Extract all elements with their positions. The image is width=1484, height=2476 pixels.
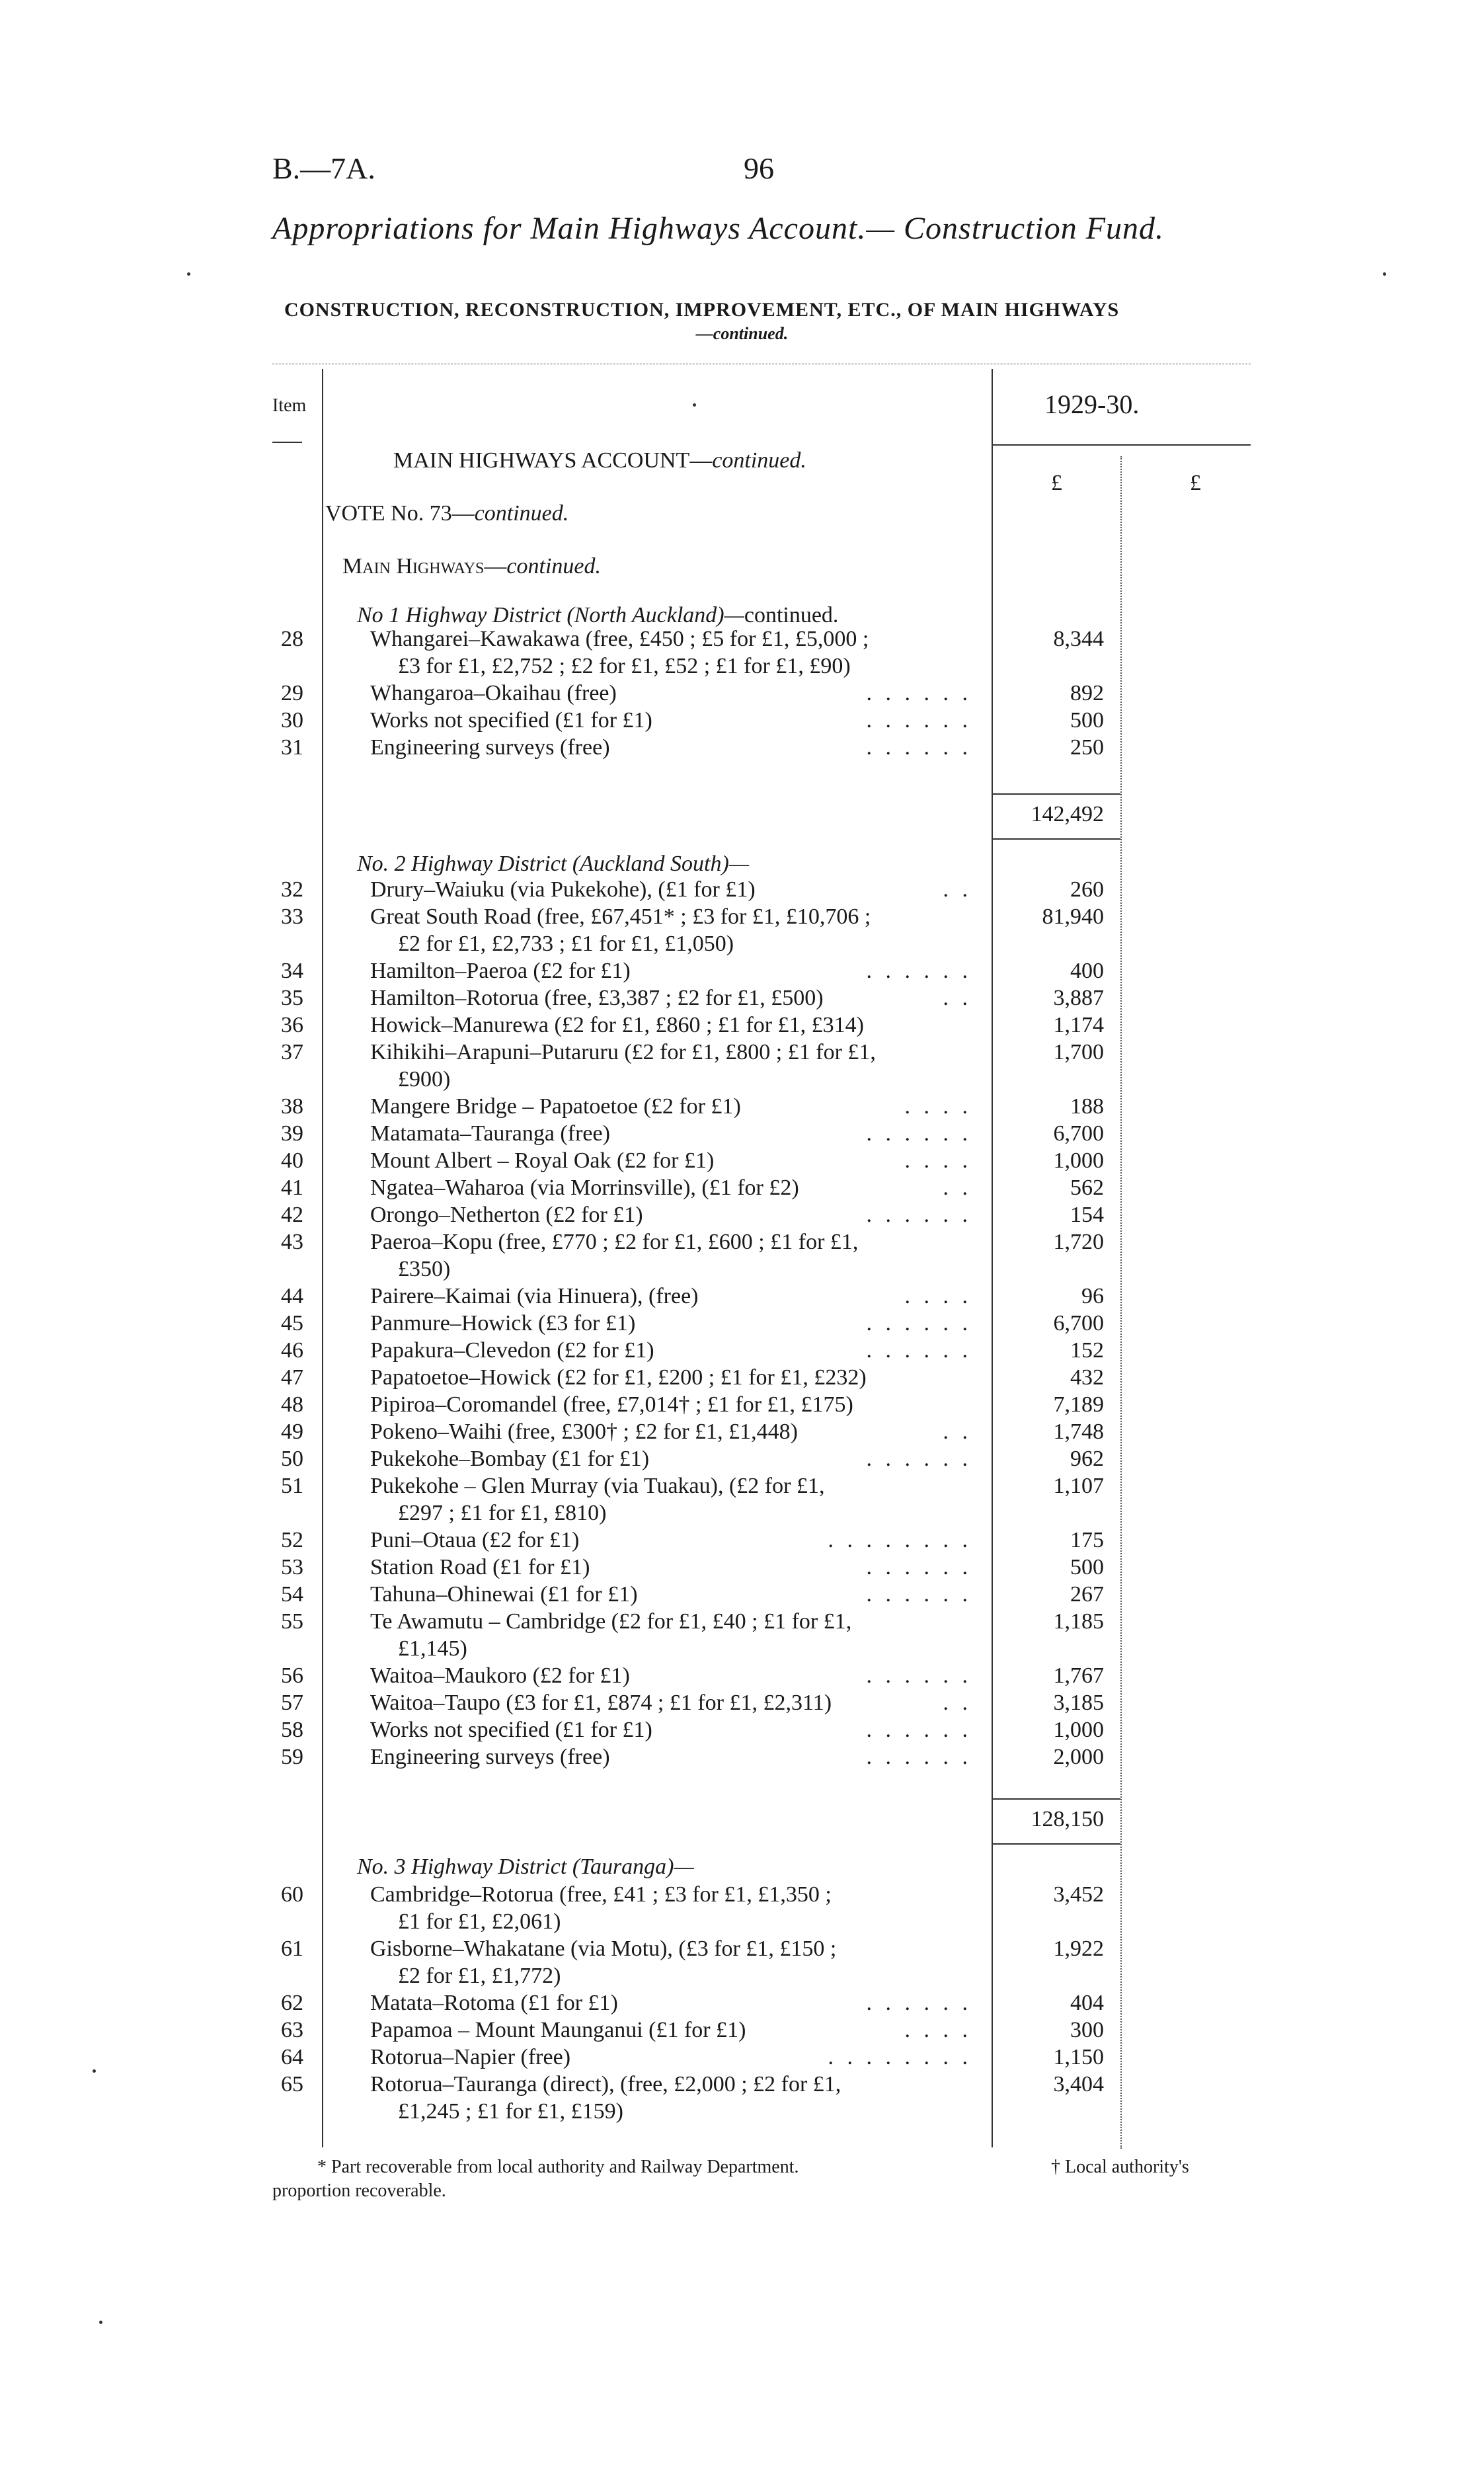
description-line-1: Matamata–Tauranga (free) <box>370 1121 610 1146</box>
item-description <box>370 984 978 1012</box>
leader-dots: . . . . . . <box>866 1447 972 1471</box>
item-column-header: Item <box>272 395 307 416</box>
description-line-1: Works not specified (£1 for £1) <box>370 1718 652 1742</box>
item-number: 64 <box>281 2045 303 2069</box>
item-amount: 175 <box>1070 1528 1104 1552</box>
description-line-1: Engineering surveys (free) <box>370 735 610 760</box>
item-description <box>370 1662 978 1689</box>
description-line-1: Orongo–Netherton (£2 for £1) <box>370 1203 643 1227</box>
item-description <box>370 1093 978 1120</box>
item-amount: 300 <box>1070 2018 1104 2042</box>
year-column-header: 1929-30. <box>1044 389 1140 419</box>
leader-dots: . . . . . . <box>866 1991 972 2015</box>
district-2-total-rule-bottom <box>992 1843 1120 1845</box>
item-number: 61 <box>281 1937 303 1961</box>
item-description <box>370 1174 978 1201</box>
item-number: 62 <box>281 1991 303 2015</box>
item-description <box>370 1228 978 1283</box>
item-amount: 6,700 <box>1053 1121 1104 1146</box>
description-line-2: £2 for £1, £1,772) <box>398 1964 561 1988</box>
item-number: 43 <box>281 1230 303 1254</box>
item-description <box>370 1527 978 1554</box>
item-amount: 3,452 <box>1053 1882 1104 1907</box>
leader-dots: . . . . . . <box>866 1338 972 1363</box>
item-description <box>370 625 978 680</box>
description-line-1: Kihikihi–Arapuni–Putaruru (£2 for £1, £800 ; £1 for £1, <box>370 1040 876 1064</box>
item-number: 31 <box>281 735 303 760</box>
leader-dots: . . <box>943 1176 972 1200</box>
description-line-1: Pukekohe – Glen Murray (via Tuakau), (£2 for £1, <box>370 1474 825 1498</box>
item-number: 52 <box>281 1528 303 1552</box>
description-line-1: Hamilton–Rotorua (free, £3,387 ; £2 for £1, £500) <box>370 986 824 1010</box>
currency-col1: £ <box>1051 471 1062 495</box>
item-number: 58 <box>281 1718 303 1742</box>
footnote-star: * Part recoverable from local authority and Railway Department. <box>317 2157 799 2177</box>
description-line-2: £350) <box>398 1257 451 1281</box>
page-title: Appropriations for Main Highways Account.— Construction Fund. <box>272 211 1165 246</box>
item-amount: 1,700 <box>1053 1040 1104 1064</box>
item-amount: 432 <box>1070 1365 1104 1390</box>
item-description <box>370 2071 978 2125</box>
page-number: 96 <box>744 151 774 185</box>
item-description <box>370 1201 978 1228</box>
item-amount: 400 <box>1070 959 1104 983</box>
report-code: B.—7A. <box>272 151 375 185</box>
leader-dots: . . . . . . . . <box>828 2045 972 2069</box>
currency-col2: £ <box>1190 471 1201 495</box>
leader-dots: . . <box>943 877 972 902</box>
item-number: 40 <box>281 1148 303 1173</box>
footnote-continued: proportion recoverable. <box>272 2180 446 2201</box>
item-number: 49 <box>281 1419 303 1444</box>
item-number: 44 <box>281 1284 303 1308</box>
description-line-2: £1,245 ; £1 for £1, £159) <box>398 2099 623 2124</box>
district-1-title: No 1 Highway District (North Auckland)—continued. <box>357 603 839 627</box>
item-amount: 154 <box>1070 1203 1104 1227</box>
item-number: 45 <box>281 1311 303 1336</box>
scan-speck <box>93 2069 96 2073</box>
description-line-2: £297 ; £1 for £1, £810) <box>398 1501 607 1525</box>
item-amount: 1,107 <box>1053 1474 1104 1498</box>
item-description <box>370 1012 978 1039</box>
item-description <box>370 1391 978 1418</box>
item-amount: 188 <box>1070 1094 1104 1119</box>
item-number: 56 <box>281 1663 303 1688</box>
main-highways-heading: Main Highways—continued. <box>342 554 601 579</box>
description-line-1: Pukekohe–Bombay (£1 for £1) <box>370 1447 650 1471</box>
item-amount: 500 <box>1070 1555 1104 1579</box>
description-line-1: Rotorua–Napier (free) <box>370 2045 571 2069</box>
footnote-dagger: † Local authority's <box>1051 2157 1189 2177</box>
district-1-total-rule-bottom <box>992 838 1120 840</box>
item-number: 41 <box>281 1176 303 1200</box>
item-description <box>370 1418 978 1445</box>
item-number: 63 <box>281 2018 303 2042</box>
item-description <box>370 1989 978 2017</box>
leader-dots: . . . . . . <box>866 959 972 983</box>
description-line-1: Ngatea–Waharoa (via Morrinsville), (£1 for £2) <box>370 1176 799 1200</box>
scan-speck <box>693 403 696 407</box>
item-number: 32 <box>281 877 303 902</box>
description-line-1: Station Road (£1 for £1) <box>370 1555 590 1579</box>
item-amount: 260 <box>1070 877 1104 902</box>
item-column-rule <box>322 369 323 2147</box>
scan-speck <box>99 2321 102 2324</box>
amount-dotted-rule <box>1120 456 1122 2149</box>
description-line-1: Pipiroa–Coromandel (free, £7,014† ; £1 for £1, £175) <box>370 1392 853 1417</box>
item-number: 54 <box>281 1582 303 1607</box>
item-amount: 962 <box>1070 1447 1104 1471</box>
item-description <box>370 707 978 734</box>
description-line-1: Puni–Otaua (£2 for £1) <box>370 1528 580 1552</box>
description-line-1: Rotorua–Tauranga (direct), (free, £2,000 ; £2 for £1, <box>370 2072 841 2097</box>
item-description <box>370 1581 978 1608</box>
district-1-total-rule <box>992 793 1120 795</box>
leader-dots: . . <box>943 986 972 1010</box>
item-description <box>370 1472 978 1527</box>
leader-dots: . . <box>943 1419 972 1444</box>
item-number: 47 <box>281 1365 303 1390</box>
item-amount: 892 <box>1070 681 1104 705</box>
item-amount: 404 <box>1070 1991 1104 2015</box>
item-header-rule <box>272 442 302 443</box>
item-description <box>370 1337 978 1364</box>
item-amount: 6,700 <box>1053 1311 1104 1336</box>
item-number: 29 <box>281 681 303 705</box>
item-amount: 1,720 <box>1053 1230 1104 1254</box>
item-number: 39 <box>281 1121 303 1146</box>
item-amount: 96 <box>1081 1284 1104 1308</box>
leader-dots: . . <box>943 1691 972 1715</box>
item-description <box>370 903 978 957</box>
leader-dots: . . . . <box>904 2018 972 2042</box>
item-amount: 3,185 <box>1053 1691 1104 1715</box>
item-description <box>370 1608 978 1662</box>
description-line-1: Tahuna–Ohinewai (£1 for £1) <box>370 1582 638 1607</box>
item-amount: 1,174 <box>1053 1013 1104 1037</box>
item-amount: 7,189 <box>1053 1392 1104 1417</box>
item-number: 46 <box>281 1338 303 1363</box>
item-amount: 1,185 <box>1053 1609 1104 1634</box>
item-description <box>370 680 978 707</box>
description-line-1: Papamoa – Mount Maunganui (£1 for £1) <box>370 2018 746 2042</box>
leader-dots: . . . . . . <box>866 1718 972 1742</box>
item-description <box>370 1689 978 1716</box>
description-line-1: Drury–Waiuku (via Pukekohe), (£1 for £1) <box>370 877 756 902</box>
item-number: 57 <box>281 1691 303 1715</box>
item-amount: 267 <box>1070 1582 1104 1607</box>
item-number: 30 <box>281 708 303 733</box>
description-line-1: Paeroa–Kopu (free, £770 ; £2 for £1, £600 ; £1 for £1, <box>370 1230 859 1254</box>
item-number: 42 <box>281 1203 303 1227</box>
district-2-total: 128,150 <box>1031 1807 1104 1831</box>
item-description <box>370 2017 978 2044</box>
description-line-1: Waitoa–Maukoro (£2 for £1) <box>370 1663 630 1688</box>
description-line-1: Howick–Manurewa (£2 for £1, £860 ; £1 for £1, £314) <box>370 1013 864 1037</box>
description-line-1: Works not specified (£1 for £1) <box>370 708 652 733</box>
leader-dots: . . . . . . <box>866 708 972 733</box>
item-number: 53 <box>281 1555 303 1579</box>
item-number: 48 <box>281 1392 303 1417</box>
district-1-total: 142,492 <box>1031 802 1104 826</box>
leader-dots: . . . . . . <box>866 1555 972 1579</box>
description-line-1: Cambridge–Rotorua (free, £41 ; £3 for £1, £1,350 ; <box>370 1882 832 1907</box>
item-amount: 2,000 <box>1053 1745 1104 1769</box>
item-amount: 1,748 <box>1053 1419 1104 1444</box>
leader-dots: . . . . . . <box>866 1311 972 1336</box>
item-description <box>370 876 978 903</box>
leader-dots: . . . . <box>904 1284 972 1308</box>
leader-dots: . . . . . . . . <box>828 1528 972 1552</box>
leader-dots: . . . . . . <box>866 1663 972 1688</box>
item-number: 59 <box>281 1745 303 1769</box>
district-2-total-rule <box>992 1798 1120 1800</box>
item-description <box>370 1881 978 1935</box>
description-line-2: £1,145) <box>398 1636 467 1661</box>
item-amount: 1,000 <box>1053 1718 1104 1742</box>
item-amount: 3,887 <box>1053 986 1104 1010</box>
item-number: 55 <box>281 1609 303 1634</box>
item-number: 65 <box>281 2072 303 2097</box>
description-line-1: Whangaroa–Okaihau (free) <box>370 681 617 705</box>
item-amount: 152 <box>1070 1338 1104 1363</box>
year-header-rule <box>992 444 1251 446</box>
item-amount: 250 <box>1070 735 1104 760</box>
leader-dots: . . . . <box>904 1148 972 1173</box>
item-description <box>370 2044 978 2071</box>
item-description <box>370 734 978 761</box>
vote-heading: VOTE No. 73—continued. <box>325 501 569 526</box>
description-line-1: Engineering surveys (free) <box>370 1745 610 1769</box>
description-line-2: £1 for £1, £2,061) <box>398 1909 561 1934</box>
description-line-1: Papakura–Clevedon (£2 for £1) <box>370 1338 654 1363</box>
leader-dots: . . . . . . <box>866 1121 972 1146</box>
item-description <box>370 1147 978 1174</box>
description-line-1: Pairere–Kaimai (via Hinuera), (free) <box>370 1284 699 1308</box>
item-description <box>370 1554 978 1581</box>
description-line-1: Hamilton–Paeroa (£2 for £1) <box>370 959 631 983</box>
description-line-1: Te Awamutu – Cambridge (£2 for £1, £40 ; £1 for £1, <box>370 1609 852 1634</box>
item-amount: 8,344 <box>1053 627 1104 651</box>
leader-dots: . . . . <box>904 1094 972 1119</box>
item-number: 34 <box>281 959 303 983</box>
item-description <box>370 1039 978 1093</box>
section-heading: CONSTRUCTION, RECONSTRUCTION, IMPROVEMENT, ETC., OF MAIN HIGHWAYS <box>284 299 1120 321</box>
description-line-1: Whangarei–Kawakawa (free, £450 ; £5 for £1, £5,000 ; <box>370 627 869 651</box>
item-amount: 81,940 <box>1042 904 1104 929</box>
description-line-1: Panmure–Howick (£3 for £1) <box>370 1311 636 1336</box>
item-number: 38 <box>281 1094 303 1119</box>
description-line-2: £3 for £1, £2,752 ; £2 for £1, £52 ; £1 for £1, £90) <box>398 654 851 678</box>
description-line-1: Gisborne–Whakatane (via Motu), (£3 for £1, £150 ; <box>370 1937 837 1961</box>
item-description <box>370 1445 978 1472</box>
account-heading: MAIN HIGHWAYS ACCOUNT—continued. <box>393 448 806 473</box>
description-line-1: Great South Road (free, £67,451* ; £3 for £1, £10,706 ; <box>370 904 871 929</box>
item-amount: 1,000 <box>1053 1148 1104 1173</box>
section-continued: —continued. <box>695 324 789 343</box>
description-line-1: Matata–Rotoma (£1 for £1) <box>370 1991 618 2015</box>
scan-speck <box>187 272 190 276</box>
item-description <box>370 1364 978 1391</box>
item-number: 33 <box>281 904 303 929</box>
item-number: 36 <box>281 1013 303 1037</box>
description-line-2: £900) <box>398 1067 451 1092</box>
item-description <box>370 1310 978 1337</box>
item-number: 60 <box>281 1882 303 1907</box>
item-description <box>370 957 978 984</box>
item-amount: 1,922 <box>1053 1937 1104 1961</box>
leader-dots: . . . . . . <box>866 1203 972 1227</box>
item-amount: 3,404 <box>1053 2072 1104 2097</box>
leader-dots: . . . . . . <box>866 1745 972 1769</box>
item-description <box>370 1743 978 1771</box>
description-line-1: Papatoetoe–Howick (£2 for £1, £200 ; £1 for £1, £232) <box>370 1365 867 1390</box>
item-number: 50 <box>281 1447 303 1471</box>
item-amount: 562 <box>1070 1176 1104 1200</box>
item-number: 35 <box>281 986 303 1010</box>
description-line-1: Mount Albert – Royal Oak (£2 for £1) <box>370 1148 715 1173</box>
item-amount: 500 <box>1070 708 1104 733</box>
scan-speck <box>1383 272 1386 276</box>
district-2-title: No. 2 Highway District (Auckland South)— <box>357 852 750 876</box>
item-number: 28 <box>281 627 303 651</box>
leader-dots: . . . . . . <box>866 735 972 760</box>
leader-dots: . . . . . . <box>866 681 972 705</box>
district-3-title: No. 3 Highway District (Tauranga)— <box>357 1855 694 1879</box>
item-description <box>370 1120 978 1147</box>
leader-dots: . . . . . . <box>866 1582 972 1607</box>
item-number: 37 <box>281 1040 303 1064</box>
item-description <box>370 1935 978 1989</box>
item-amount: 1,150 <box>1053 2045 1104 2069</box>
description-line-1: Pokeno–Waihi (free, £300† ; £2 for £1, £1,448) <box>370 1419 798 1444</box>
description-line-2: £2 for £1, £2,733 ; £1 for £1, £1,050) <box>398 932 734 956</box>
description-line-1: Waitoa–Taupo (£3 for £1, £874 ; £1 for £1, £2,311) <box>370 1691 832 1715</box>
item-description <box>370 1283 978 1310</box>
description-line-1: Mangere Bridge – Papatoetoe (£2 for £1) <box>370 1094 741 1119</box>
item-number: 51 <box>281 1474 303 1498</box>
item-description <box>370 1716 978 1743</box>
item-amount: 1,767 <box>1053 1663 1104 1688</box>
